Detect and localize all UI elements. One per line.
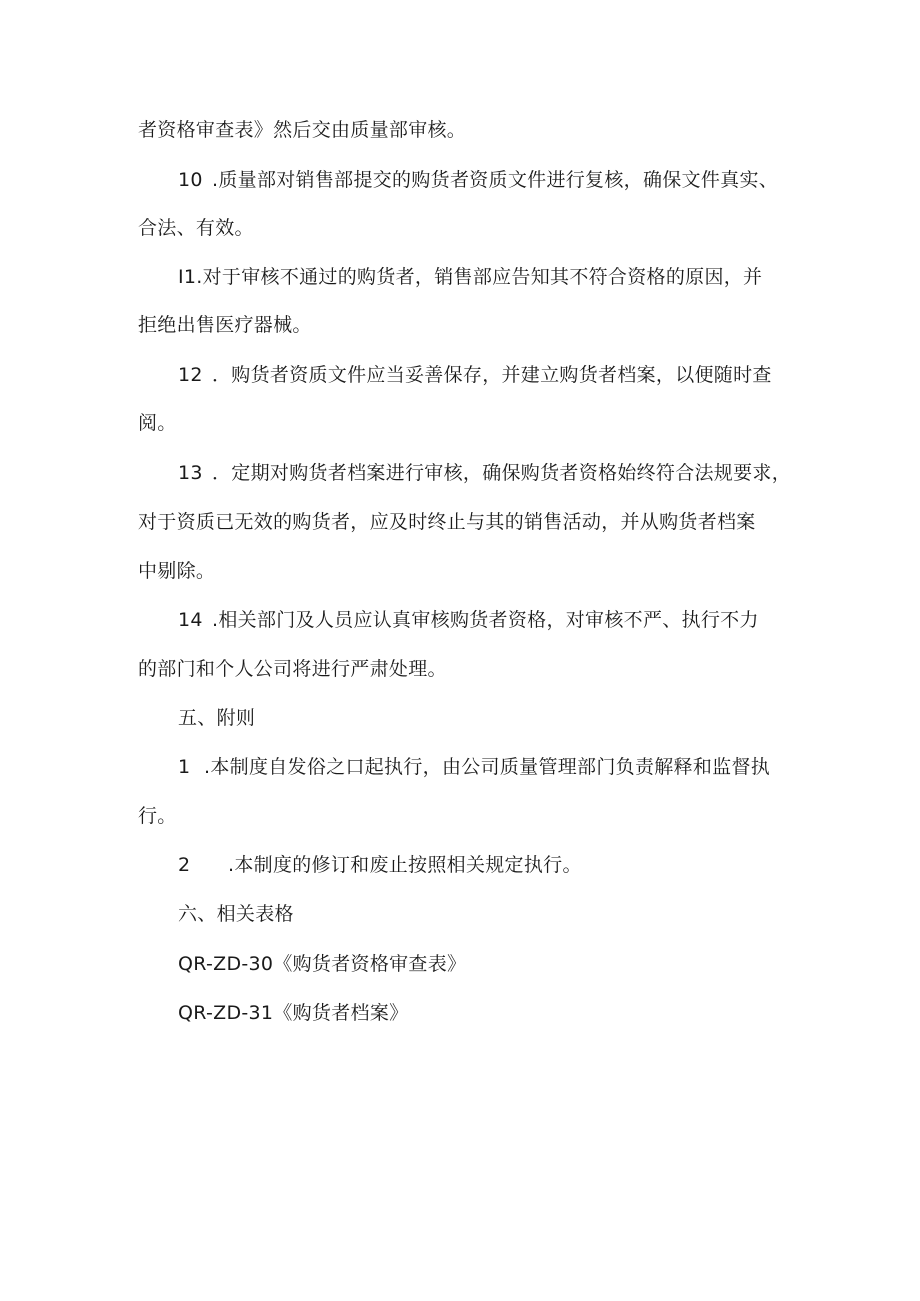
item-14-line-1: 14 .相关部门及人员应认真审核购货者资格，对审核不严、执行不力 (178, 609, 759, 631)
appendix-item-1-line-1: 1 .本制度自发俗之口起执行，由公司质量管理部门负责解释和监督执 (178, 756, 771, 778)
item-number: 2 (178, 854, 191, 876)
item-12-line-2: 阅。 (138, 412, 177, 434)
item-number: 14 (178, 609, 203, 631)
form-reference-2 (178, 1001, 408, 1025)
form-code: QR-ZD-31 (178, 1002, 274, 1024)
item-number: 10 (178, 169, 203, 191)
item-number: I1 (178, 266, 197, 288)
item-11-line-1: I1.对于审核不通过的购货者，销售部应告知其不符合资格的原因，并 (178, 266, 763, 288)
section-heading-related-forms: 六、相关表格 (178, 903, 294, 925)
item-10-line-1: 10 .质量部对销售部提交的购货者资质文件进行复核，确保文件真实、 (178, 169, 779, 191)
item-11-line-2: 拒绝出售医疗器械。 (138, 314, 312, 336)
item-number: 12 (178, 364, 203, 386)
item-13-line-3: 中剔除。 (138, 560, 216, 582)
item-13-line-1: 13 ．定期对购货者档案进行审核，确保购货者资格始终符合法规要求， (178, 462, 792, 484)
form-name: 《购货者档案》 (273, 1002, 409, 1024)
item-number: 1 (178, 756, 191, 778)
item-13-line-2: 对于资质已无效的购货者，应及时终止与其的销售活动，并从购货者档案 (138, 511, 756, 533)
appendix-item-2: 2 .本制度的修订和废止按照相关规定执行。 (178, 854, 582, 876)
form-code: QR-ZD-30 (178, 953, 274, 975)
item-10-line-2: 合法、有效。 (138, 217, 254, 239)
item-14-line-2: 的部门和个人公司将进行严肃处理。 (138, 658, 447, 680)
section-heading-appendix: 五、附则 (178, 707, 256, 729)
item-number: 13 (178, 462, 203, 484)
form-reference-1 (178, 952, 466, 976)
item-12-line-1: 12 ．购货者资质文件应当妥善保存，并建立购货者档案，以便随时查 (178, 364, 772, 386)
form-name: 《购货者资格审查表》 (273, 953, 467, 975)
appendix-item-1-line-2: 行。 (138, 805, 177, 827)
paragraph-continuation: 者资格审查表》然后交由质量部审核。 (138, 119, 467, 141)
